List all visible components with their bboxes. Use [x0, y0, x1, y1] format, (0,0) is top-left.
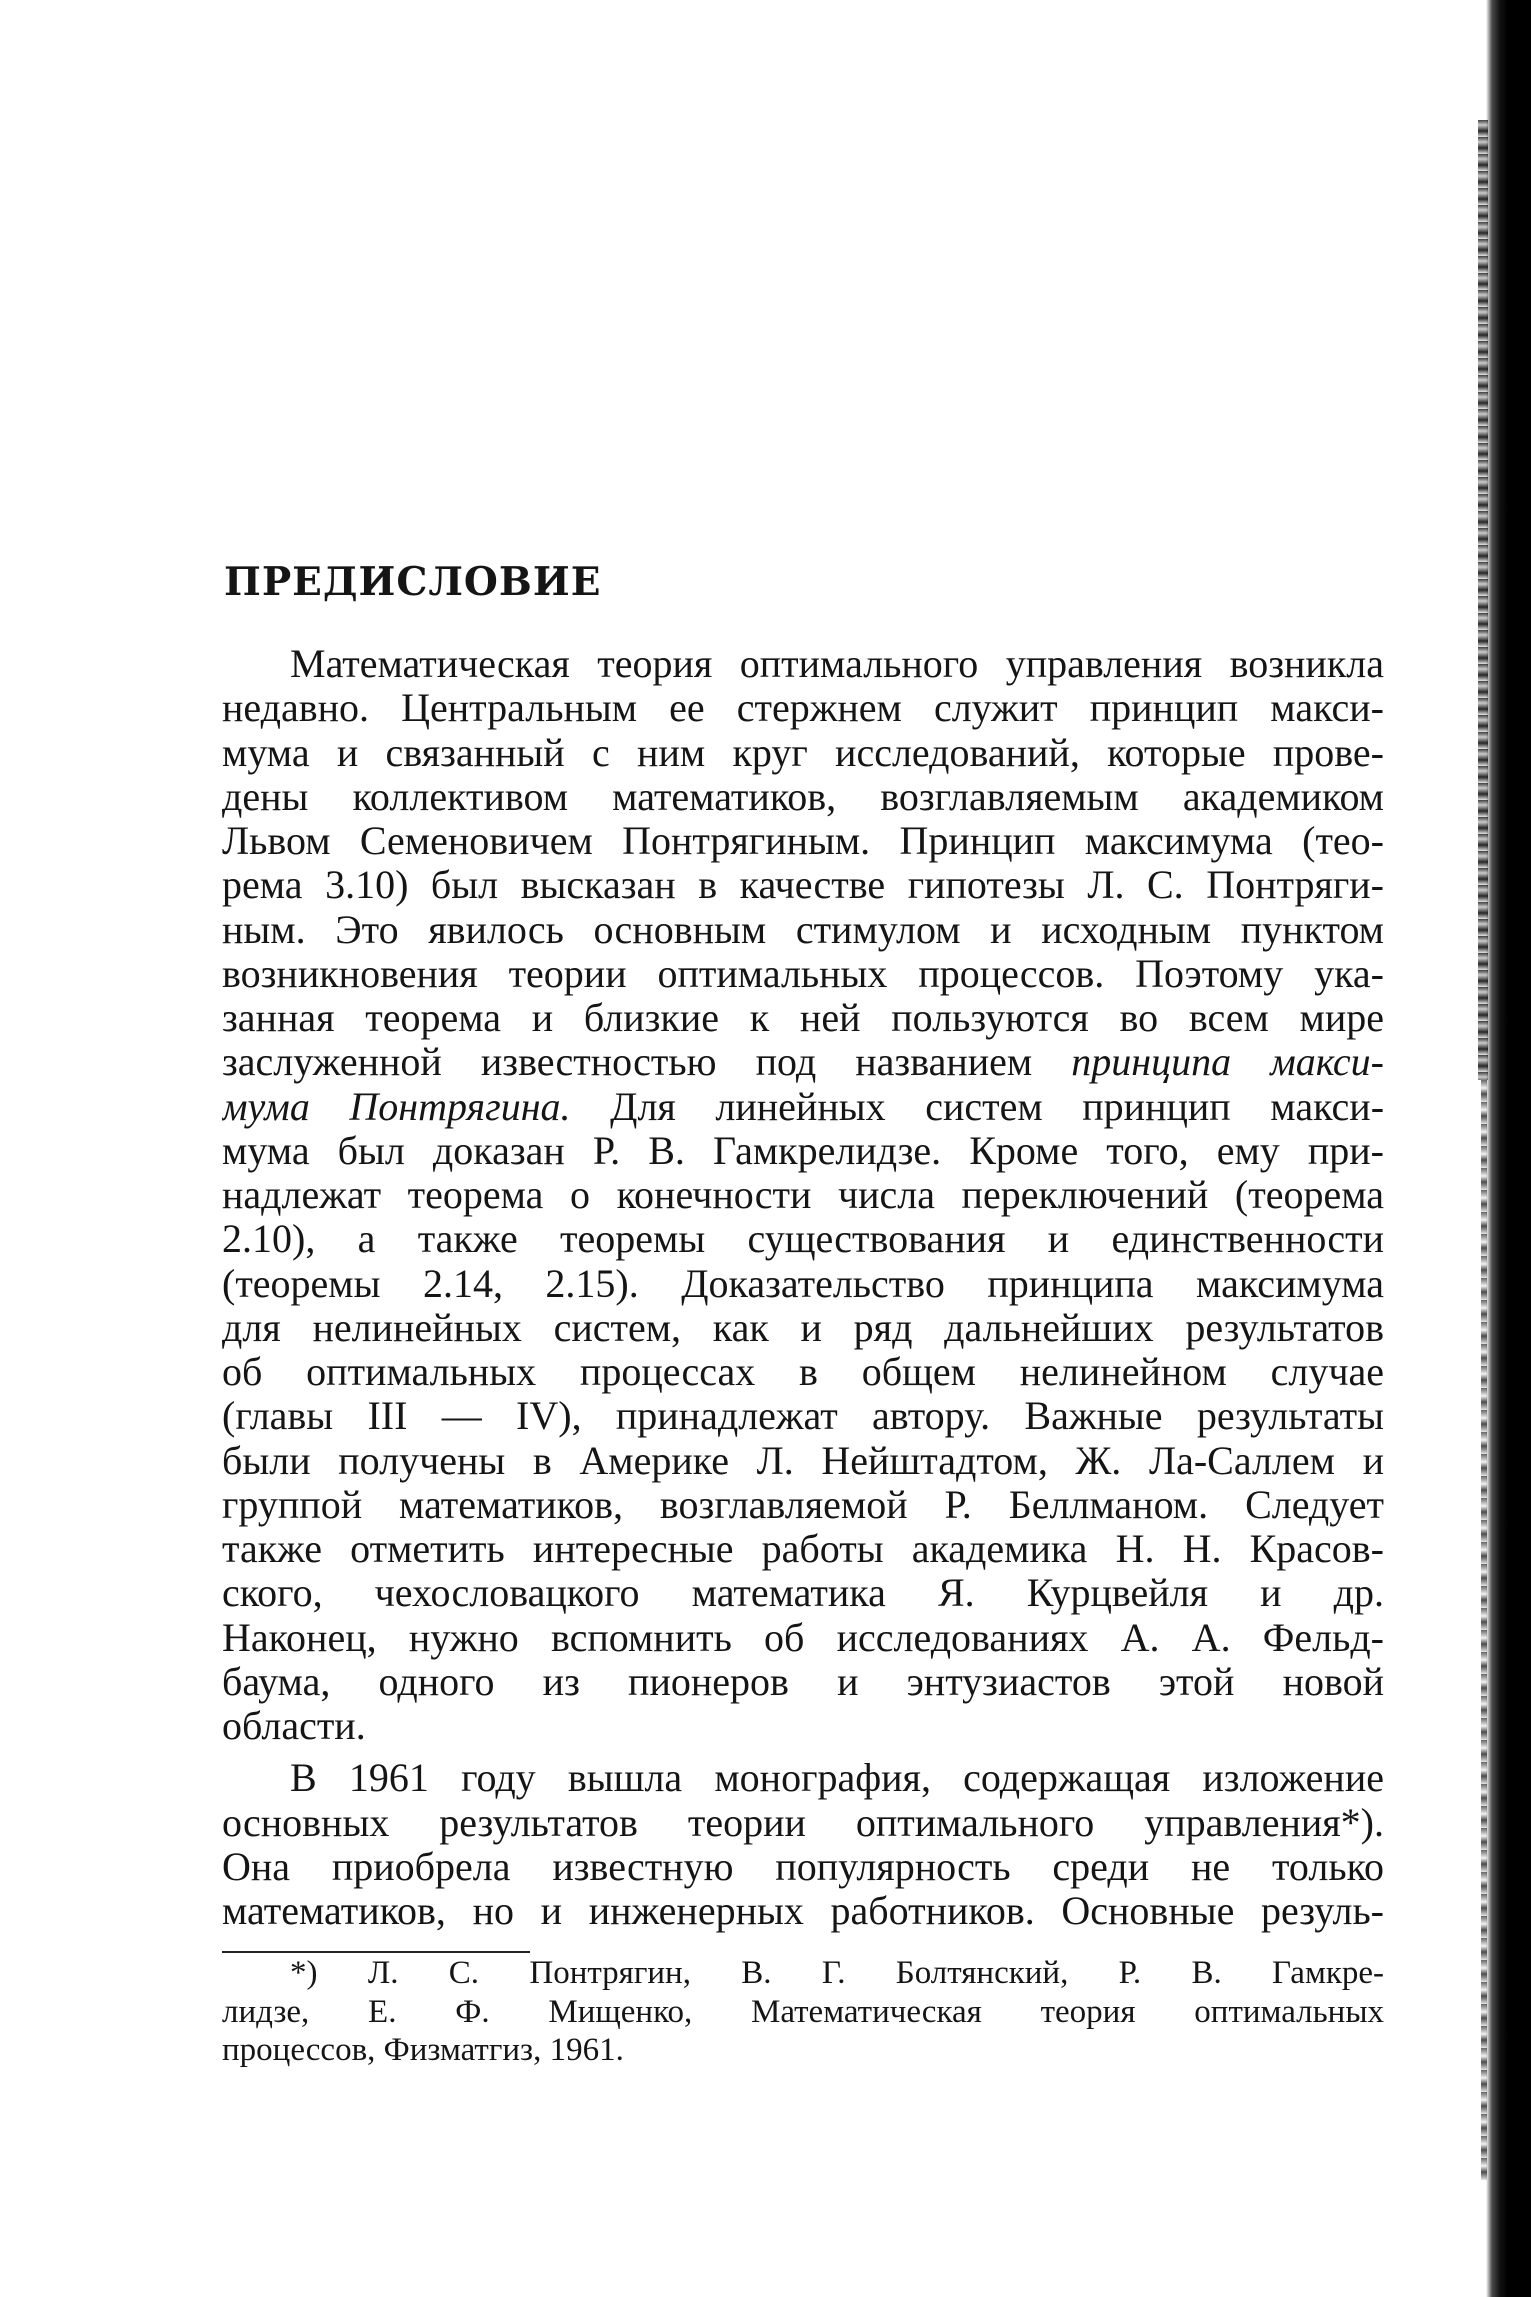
paragraph-1-line: (теоремы 2.14, 2.15). Доказательство принципа максимума — [222, 1261, 1384, 1306]
footnote-divider — [222, 1951, 530, 1953]
paragraph-1-line: мума и связанный с ним круг исследований, которые прове- — [222, 730, 1384, 775]
italic-term: принципа макси- — [1071, 1040, 1384, 1085]
paragraph-1-line-text: Для линейных систем принцип макси- — [610, 1084, 1384, 1129]
paragraph-1-line: надлежат теорема о конечности числа переключений (теорема — [222, 1173, 1384, 1217]
footnote-authors: Л. С. Понтрягин, В. Г. Болтянский, Р. В. Гамкре- — [367, 1955, 1384, 1991]
footnote-line — [222, 1993, 1384, 2032]
paragraph-1-line: дены коллективом математиков, возглавляемым академиком — [222, 774, 1384, 819]
paragraph-1-line: ского, чехословацкого математика Я. Курцвейля и др. — [222, 1571, 1384, 1616]
paragraph-1-line: ным. Это явилось основным стимулом и исходным пунктом — [222, 907, 1384, 952]
paragraph-2-line: основных результатов теории оптимального управления*). — [222, 1800, 1384, 1845]
paragraph-1-line: (главы III — IV), принадлежат автору. Важные результаты — [222, 1394, 1384, 1439]
paragraph-1-line: занная теорема и близкие к ней пользуются во всем мире — [222, 996, 1384, 1040]
paragraph-2-line: Она приобрела известную популярность среди не только — [222, 1844, 1384, 1889]
paragraph-1-line: группой математиков, возглавляемой Р. Беллманом. Следует — [222, 1482, 1384, 1527]
paragraph-1-line: возникновения теории оптимальных процессов. Поэтому ука- — [222, 951, 1384, 996]
paragraph-1-line-mixed — [222, 1040, 1384, 1084]
paragraph-1-line: для нелинейных систем, как и ряд дальнейших результатов — [222, 1305, 1384, 1350]
paragraph-1-line: Математическая теория оптимального управления возникла — [290, 642, 1384, 686]
footnote-title: Математическая теория оптимальных — [751, 1993, 1384, 2030]
paragraph-1-line: 2.10), а также теоремы существования и единственности — [222, 1217, 1384, 1262]
paragraph-1-line: Наконец, нужно вспомнить об исследованиях А. А. Фельд- — [222, 1615, 1384, 1660]
paragraph-1-line: рема 3.10) был высказан в качестве гипотезы Л. С. Понтряги- — [222, 863, 1384, 908]
paragraph-1-line: недавно. Центральным ее стержнем служит принцип макси- — [222, 686, 1384, 731]
scan-edge-shadow — [1486, 0, 1531, 2297]
paragraph-1-line: об оптимальных процессах в общем нелинейном случае — [222, 1350, 1384, 1394]
paragraph-2-line: В 1961 году вышла монография, содержащая изложение — [290, 1756, 1384, 1801]
footnote-marker: *) — [290, 1955, 318, 1991]
page-title: ПРЕДИСЛОВИЕ — [224, 559, 602, 605]
paragraph-1-line: Львом Семеновичем Понтрягиным. Принцип максимума (тео- — [222, 819, 1384, 863]
paragraph-2-line: математиков, но и инженерных работников. Основные резуль- — [222, 1889, 1384, 1933]
paragraph-1-line: были получены в Америке Л. Нейштадтом, Ж. Ла-Саллем и — [222, 1438, 1384, 1483]
footnote-line: процессов, Физматгиз, 1961. — [222, 2032, 624, 2069]
paragraph-1-line: мума был доказан Р. В. Гамкрелидзе. Кроме того, ему при- — [222, 1128, 1384, 1173]
preface-body — [222, 642, 1384, 1933]
footnote-authors: лидзе, Е. Ф. Мищенко, — [222, 1993, 693, 2030]
paragraph-gap — [222, 1748, 1384, 1756]
footnote-line — [222, 1954, 1384, 1993]
paragraph-1-line: также отметить интересные работы академика Н. Н. Красов- — [222, 1527, 1384, 1571]
italic-term: мума Понтрягина. — [222, 1084, 571, 1129]
paragraph-1-line: области. — [222, 1704, 366, 1748]
paragraph-1-line-text: заслуженной известностью под названием — [222, 1040, 1033, 1085]
paragraph-1-line: баума, одного из пионеров и энтузиастов этой новой — [222, 1659, 1384, 1704]
paragraph-1-line-mixed — [222, 1085, 1384, 1129]
footnote — [222, 1954, 1384, 2070]
